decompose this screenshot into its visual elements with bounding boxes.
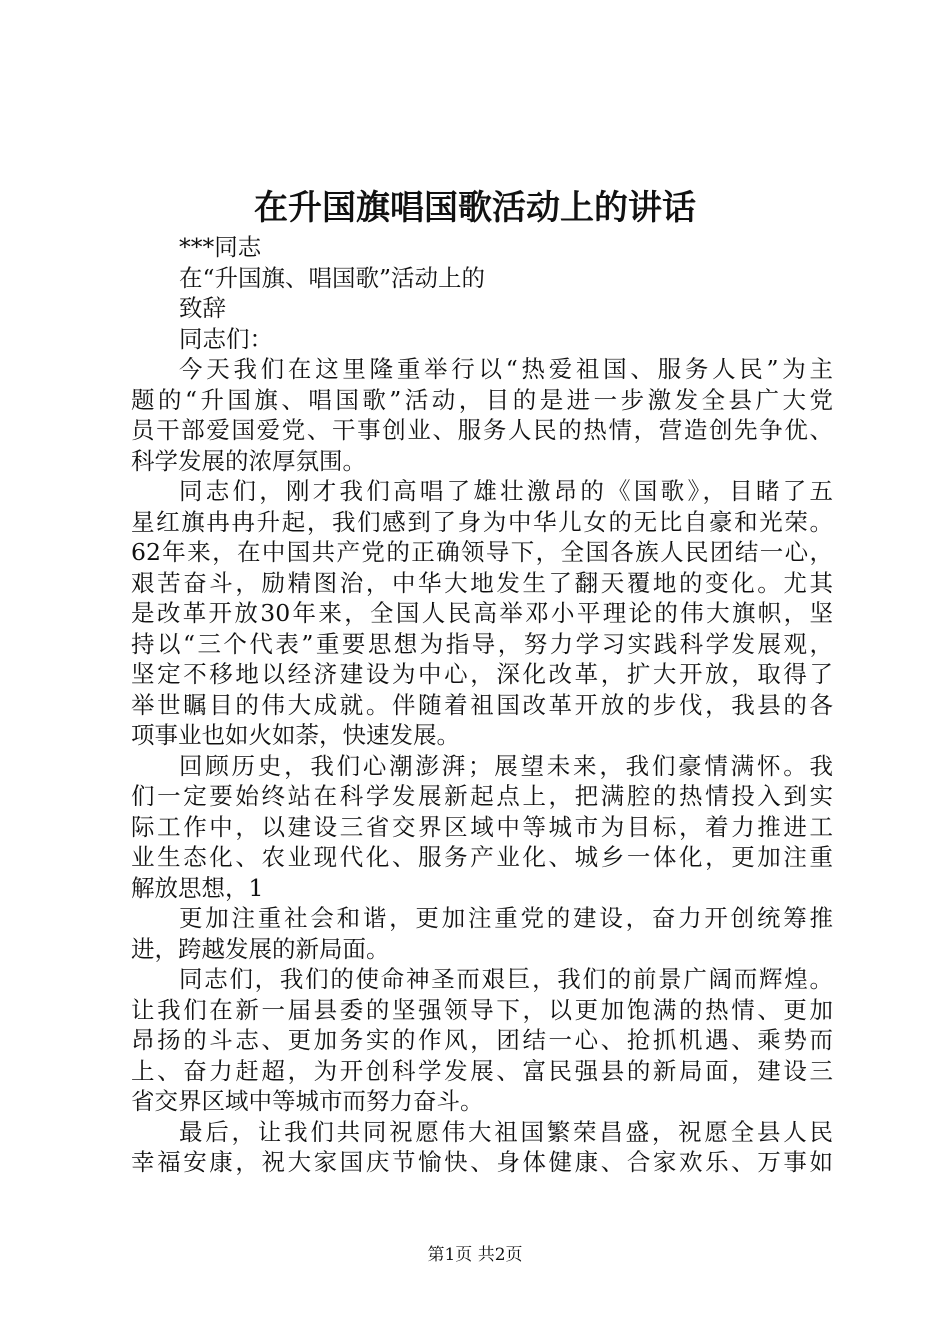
header-line-event: 在“升国旗、唱国歌”活动上的 [179, 263, 486, 292]
text-line: 进，跨越发展的新局面。 [131, 934, 390, 963]
text-line: 更加注重社会和谐，更加注重党的建设，奋力开创统筹推 [179, 904, 833, 932]
document-title: 在升国旗唱国歌活动上的讲话 [254, 188, 696, 228]
document-body [131, 232, 833, 1178]
text-line: 62年来，在中国共产党的正确领导下，全国各族人民团结一心， [131, 538, 833, 566]
text-line: 题的“升国旗、唱国歌”活动，目的是进一步激发全县广大党 [131, 385, 833, 414]
header-line-salutation: 同志们： [179, 324, 273, 353]
page-footer: 第1页 共2页 [427, 1245, 523, 1265]
text-line: 科学发展的浓厚氛围。 [131, 446, 366, 475]
text-line: 回顾历史，我们心潮澎湃；展望未来，我们豪情满怀。我 [179, 751, 833, 780]
text-line: 持以“三个代表”重要思想为指导，努力学习实践科学发展观， [131, 629, 833, 658]
text-line: 解放思想，1 [131, 873, 264, 902]
text-line: 同志们，我们的使命神圣而艰巨，我们的前景广阔而辉煌。 [179, 965, 833, 993]
text-line: 是改革开放30年来，全国人民高举邓小平理论的伟大旗帜，坚 [131, 599, 833, 627]
text-line: 们一定要始终站在科学发展新起点上，把满腔的热情投入到实 [131, 782, 833, 810]
text-line: 让我们在新一届县委的坚强领导下，以更加饱满的热情、更加 [131, 995, 833, 1024]
text-line: 省交界区域中等城市而努力奋斗。 [131, 1087, 484, 1115]
paragraph-lines [131, 354, 833, 1178]
text-line: 星红旗冉冉升起，我们感到了身为中华儿女的无比自豪和光荣。 [131, 507, 833, 536]
text-line: 际工作中，以建设三省交界区域中等城市为目标，着力推进工 [131, 812, 833, 841]
text-line: 昂扬的斗志、更加务实的作风，团结一心、抢抓机遇、乘势而 [131, 1026, 833, 1054]
text-line: 上、奋力赶超，为开创科学发展、富民强县的新局面，建设三 [131, 1056, 833, 1085]
text-line: 今天我们在这里隆重举行以“热爱祖国、服务人民”为主 [179, 355, 833, 383]
text-line: 同志们，刚才我们高唱了雄壮激昂的《国歌》，目睹了五 [179, 477, 833, 505]
text-line: 最后，让我们共同祝愿伟大祖国繁荣昌盛，祝愿全县人民 [179, 1117, 833, 1146]
text-line: 艰苦奋斗，励精图治，中华大地发生了翻天覆地的变化。尤其 [131, 568, 833, 597]
text-line: 项事业也如火如荼，快速发展。 [131, 721, 460, 749]
text-line: 业生态化、农业现代化、服务产业化、城乡一体化，更加注重 [131, 843, 833, 871]
text-line: 幸福安康，祝大家国庆节愉快、身体健康、合家欢乐、万事如 [131, 1148, 833, 1176]
header-line-speech: 致辞 [179, 294, 226, 322]
text-line: 员干部爱国爱党、干事创业、服务人民的热情，营造创先争优、 [131, 416, 833, 444]
header-line-author: ***同志 [179, 233, 262, 261]
text-line: 坚定不移地以经济建设为中心，深化改革，扩大开放，取得了 [131, 660, 833, 688]
text-line: 举世瞩目的伟大成就。伴随着祖国改革开放的步伐，我县的各 [131, 690, 833, 719]
